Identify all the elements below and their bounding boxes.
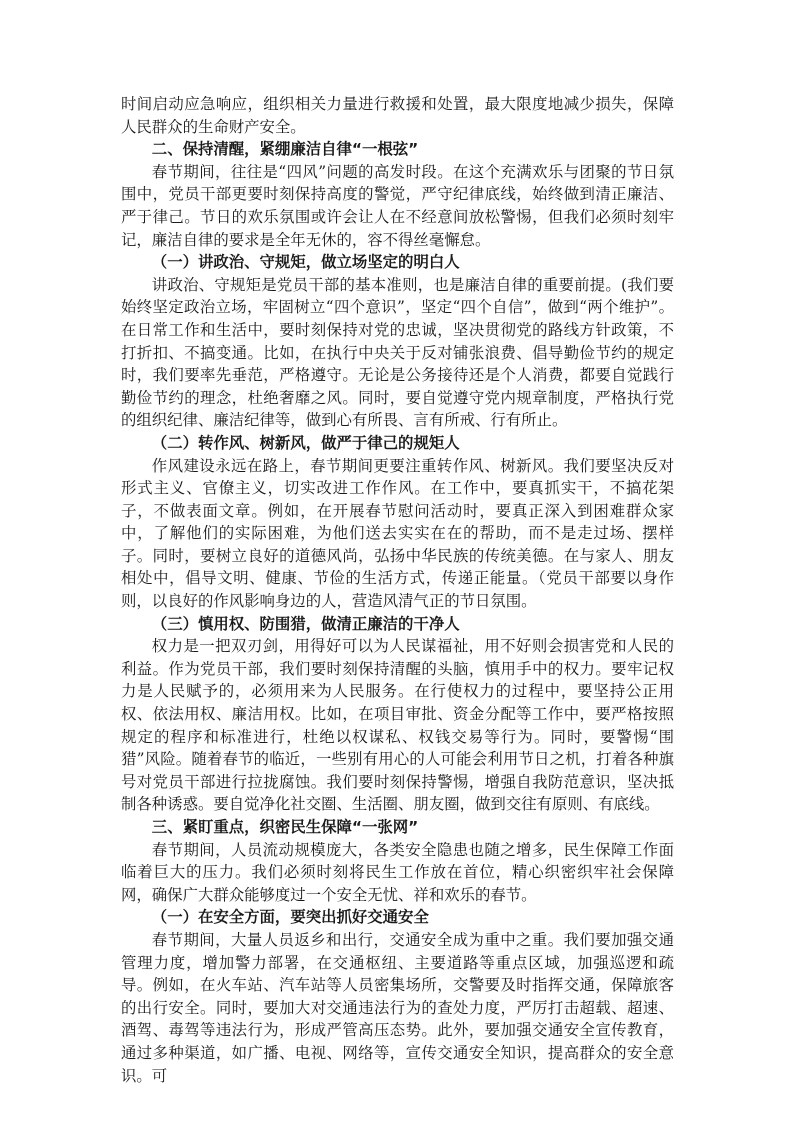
subsection-heading: （一）在安全方面，要突出抓好交通安全 [151,908,429,927]
paragraph: 春节期间，往往是“四风”问题的高发时段。在这个充满欢乐与团聚的节日氛围中，党员干部更要时刻保持高度的警觉，严守纪律底线，始终做到清正廉洁、严于律己。节日的欢乐氛围或许会让人在不经意间放松警惕，但我们必须时刻牢记，廉洁自律的要求是全年无休的，容不得丝毫懈怠。 [121,162,674,249]
section-heading: 二、保持清醒，紧绷廉洁自律“一根弦” [151,140,419,159]
subsection-heading: （二）转作风、树新风，做严于律己的规矩人 [151,433,460,452]
subsection-heading: （三）慎用权、防围猎，做清正廉洁的干净人 [151,614,460,633]
paragraph: 春节期间，大量人员返乡和出行，交通安全成为重中之重。我们要加强交通管理力度，增加警力部署，在交通枢纽、主要道路等重点区域，加强巡逻和疏导。例如，在火车站、汽车站等人员密集场所，交警要及时指挥交通，保障旅客的出行安全。同时，要加大对交通违法行为的查处力度，严厉打击超载、超速、酒驾、毒驾等违法行为，形成严管高压态势。此外，要加强交通安全宣传教育，通过多种渠道，如广播、电视、网络等，宣传交通安全知识，提高群众的安全意识。可 [121,930,674,1085]
paragraph: 权力是一把双刃剑，用得好可以为人民谋福祉，用不好则会损害党和人民的利益。作为党员干部，我们要时刻保持清醒的头脑，慎用手中的权力。要牢记权力是人民赋予的，必须用来为人民服务。在行使权力的过程中，要坚持公正用权、依法用权、廉洁用权。比如，在项目审批、资金分配等工作中，要严格按照规定的程序和标准进行，杜绝以权谋私、权钱交易等行为。同时，要警惕“围猎”风险。随着春节的临近，一些别有用心的人可能会利用节日之机，打着各种旗号对党员干部进行拉拢腐蚀。我们要时刻保持警惕，增强自我防范意识，坚决抵制各种诱惑。要自觉净化社交圈、生活圈、朋友圈，做到交往有原则、有底线。 [121,637,674,814]
paragraph: 时间启动应急响应，组织相关力量进行救援和处置，最大限度地减少损失，保障人民群众的生命财产安全。 [121,95,674,136]
paragraph: 春节期间，人员流动规模庞大，各类安全隐患也随之增多，民生保障工作面临着巨大的压力。我们必须时刻将民生工作放在首位，精心织密织牢社会保障网，确保广大群众能够度过一个安全无忧、祥和欢乐的春节。 [121,840,674,904]
subsection-heading: （一）讲政治、守规矩，做立场坚定的明白人 [151,253,460,272]
paragraph: 作风建设永远在路上，春节期间更要注重转作风、树新风。我们要坚决反对形式主义、官僚主义，切实改进工作作风。在工作中，要真抓实干，不搞花架子，不做表面文章。例如，在开展春节慰问活动时，要真正深入到困难群众家中，了解他们的实际困难，为他们送去实实在在的帮助，而不是走过场、摆样子。同时，要树立良好的道德风尚，弘扬中华民族的传统美德。在与家人、朋友相处中，倡导文明、健康、节俭的生活方式，传递正能量。（党员干部要以身作则，以良好的作风影响身边的人，营造风清气正的节日氛围。 [121,456,674,611]
section-heading: 三、紧盯重点，织密民生保障“一张网” [151,818,419,836]
document-body [121,93,674,1087]
paragraph: 讲政治、守规矩是党员干部的基本准则，也是廉洁自律的重要前提。(我们要始终坚定政治立场，牢固树立“四个意识”，坚定“四个自信”，做到“两个维护”。在日常工作和生活中，要时刻保持对党的忠诚，坚决贯彻党的路线方针政策，不打折扣、不搞变通。比如，在执行中央关于反对铺张浪费、倡导勤俭节约的规定时，我们要率先垂范，严格遵守。无论是公务接待还是个人消费，都要自觉践行勤俭节约的理念，杜绝奢靡之风。同时，要自觉遵守党内规章制度，严格执行党的组织纪律、廉洁纪律等，做到心有所畏、言有所戒、行有所止。 [121,275,674,430]
